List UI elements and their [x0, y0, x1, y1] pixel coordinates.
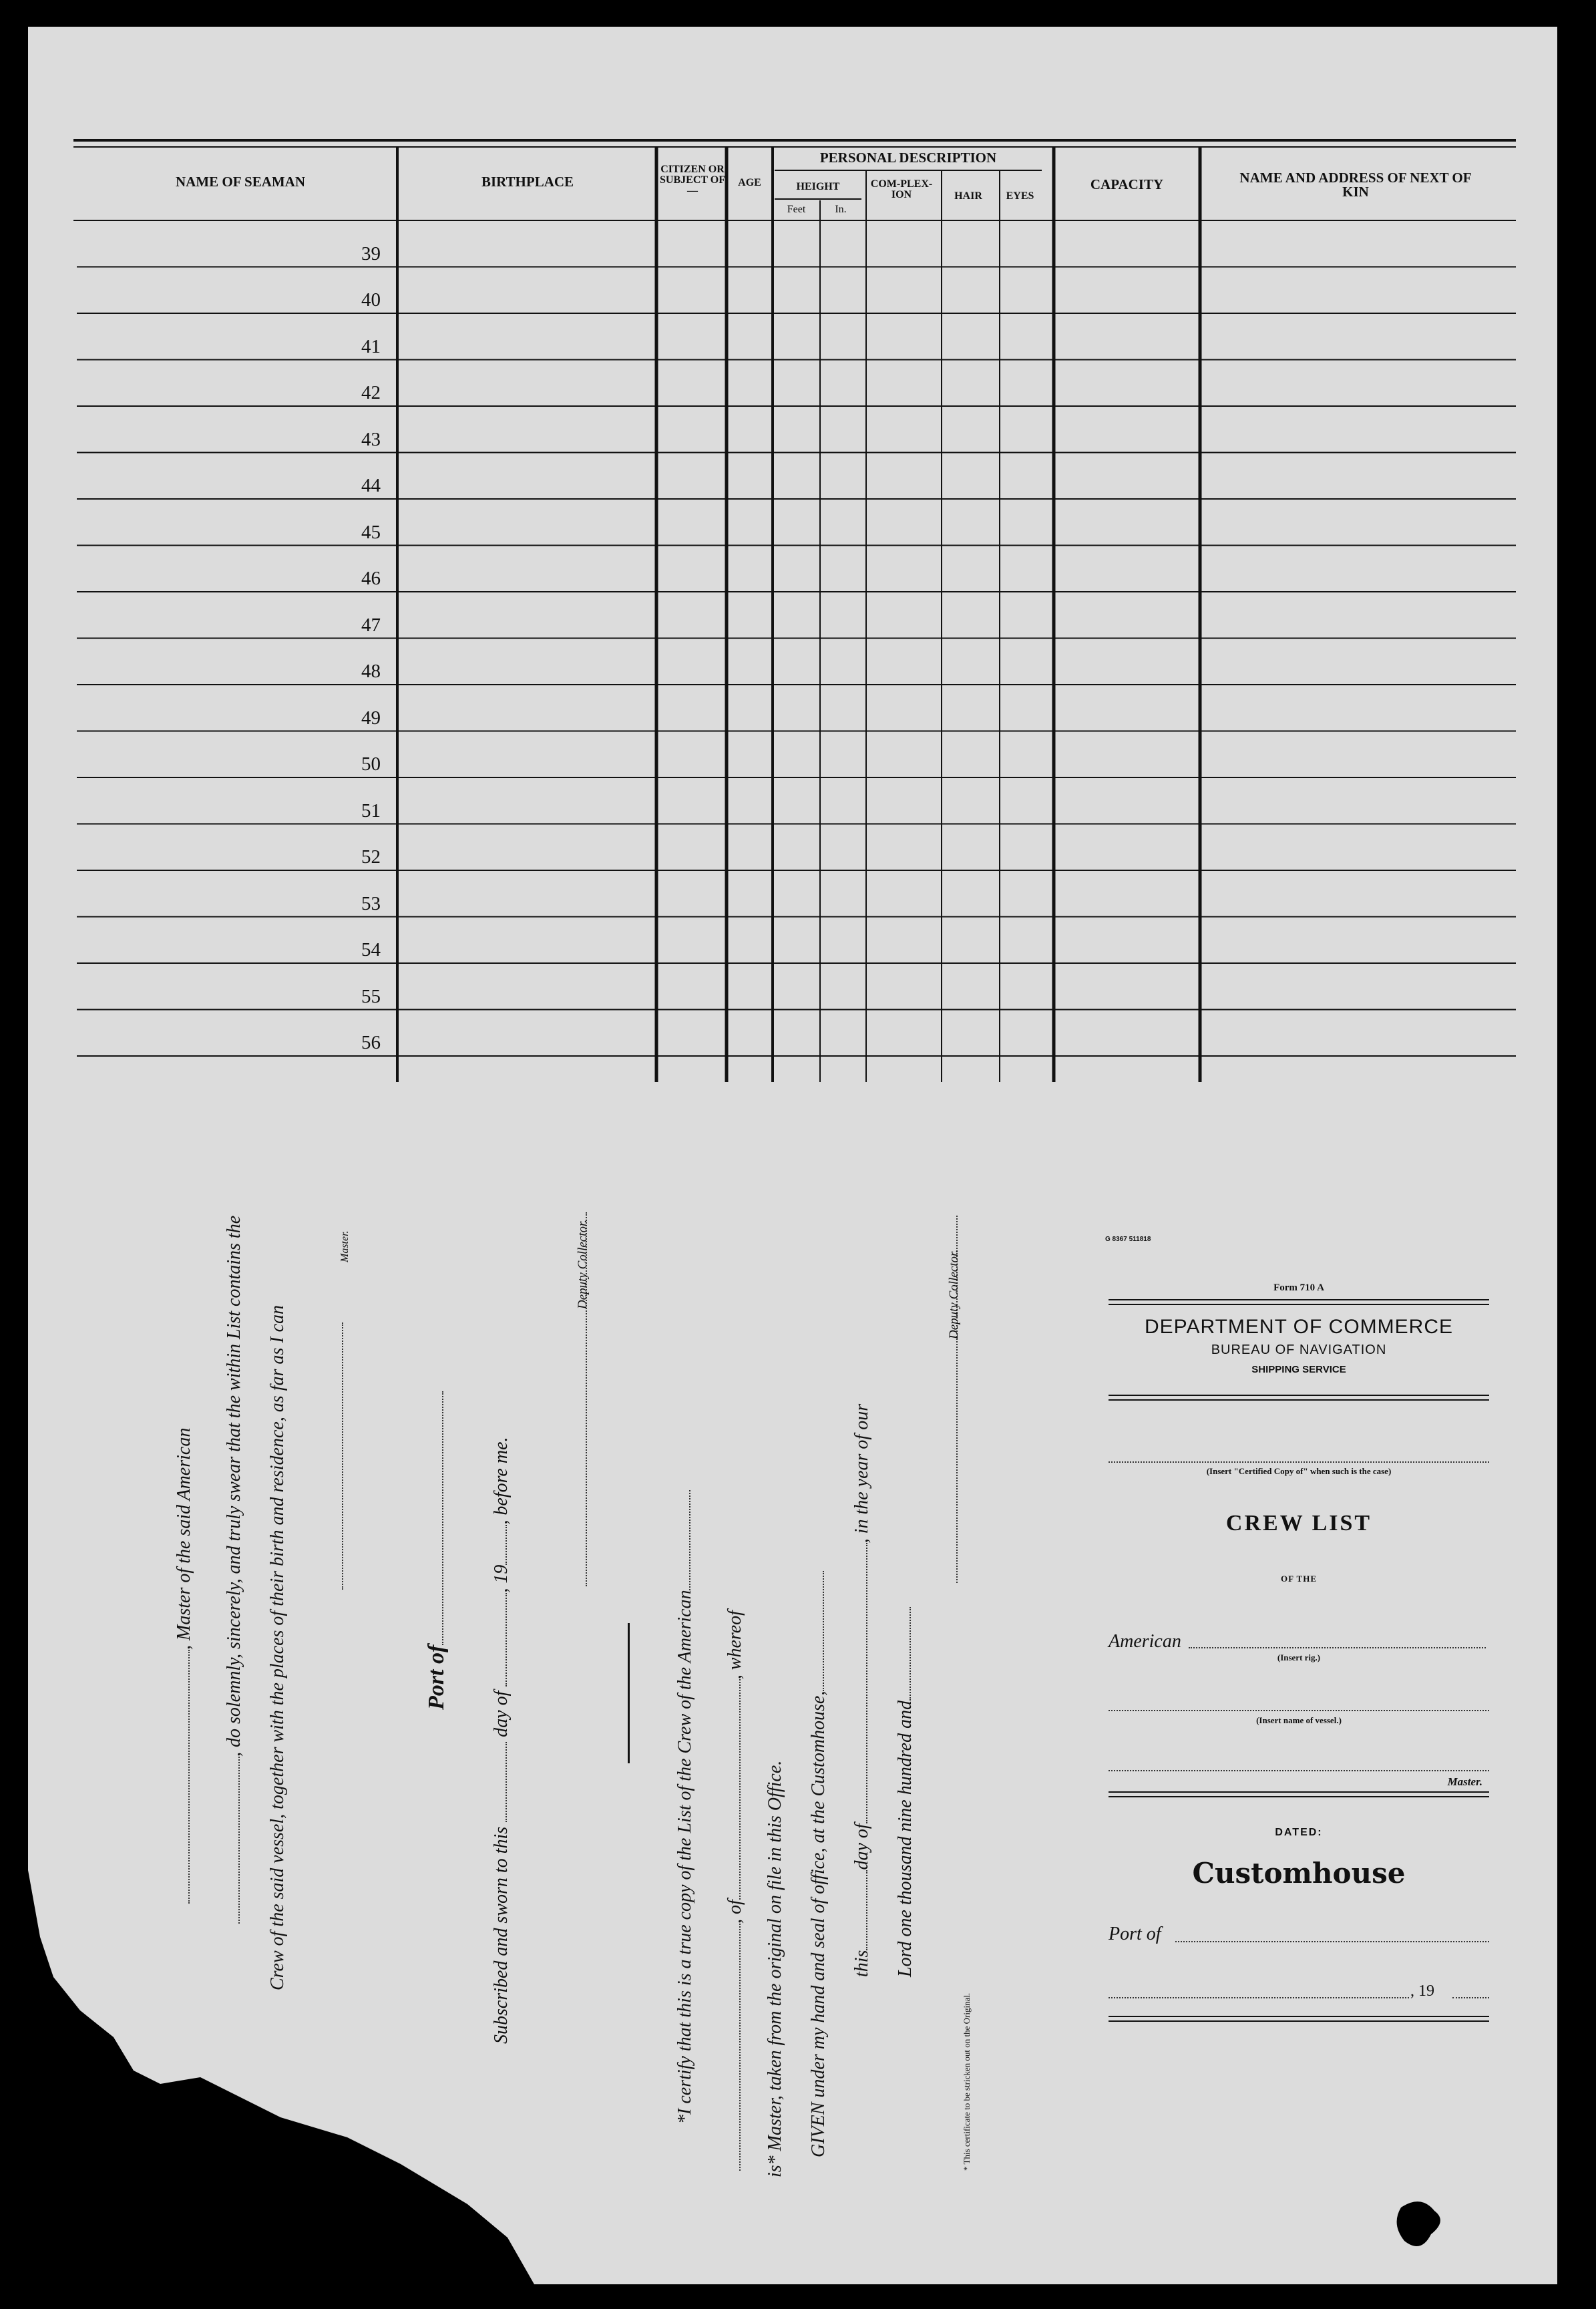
header-feet: Feet: [787, 204, 806, 215]
header-birthplace: BIRTHPLACE: [481, 174, 574, 190]
cover-master-label: Master.: [1447, 1775, 1482, 1788]
oath-line-1: [174, 1428, 195, 1904]
row-number: 48: [361, 661, 381, 682]
master-name-blank[interactable]: [188, 1650, 190, 1904]
row-number: 41: [361, 335, 381, 357]
header-capacity: CAPACITY: [1090, 176, 1164, 192]
crew-list-title: CREW LIST: [1225, 1511, 1372, 1536]
dated-label: DATED:: [1275, 1827, 1323, 1838]
lord-text: Lord one thousand nine hundred and: [895, 1700, 916, 1977]
port-of-blank[interactable]: [442, 1391, 443, 1645]
bureau-title: BUREAU OF NAVIGATION: [1211, 1343, 1387, 1357]
cover-port-blank[interactable]: [1175, 1941, 1489, 1942]
header-height: HEIGHT: [796, 181, 840, 192]
port-blank[interactable]: [739, 1679, 741, 1900]
department-title: DEPARTMENT OF COMMERCE: [1144, 1316, 1454, 1338]
year-of-our-text: , in the year of our: [851, 1403, 872, 1544]
row-number: 49: [361, 707, 381, 729]
header-age: AGE: [738, 177, 761, 188]
row-number: 44: [361, 475, 381, 496]
cover-port-of-label: Port of: [1109, 1924, 1161, 1944]
row-number: 45: [361, 521, 381, 543]
master-signature-blank[interactable]: [342, 1322, 343, 1590]
oath-line-2-text: , do solemnly, sincerely, and truly swear that the within List contains the: [224, 1215, 244, 1757]
cert-day-of-text: day of: [851, 1823, 872, 1870]
row-number: 42: [361, 382, 381, 403]
vessel-name-line[interactable]: [1109, 1710, 1489, 1711]
header-eyes: EYES: [1006, 190, 1034, 202]
port-of-label: Port of: [424, 1644, 449, 1710]
cover-date-blank[interactable]: [1109, 1997, 1409, 1998]
certificate-line-6: [895, 1607, 916, 1977]
insert-certified-note: (Insert "Certified Copy of" when such is the case): [1206, 1466, 1392, 1476]
certificate-line-1: [674, 1490, 696, 2124]
row-number: 39: [361, 242, 381, 264]
certified-copy-blank[interactable]: [1109, 1461, 1489, 1463]
header-hair: HAIR: [954, 190, 982, 202]
oath-line-3: Crew of the said vessel, together with the places of their birth and residence, as far as I can: [267, 1304, 288, 1990]
cover-rule-3: [1109, 1791, 1489, 1797]
year-blank[interactable]: [506, 1525, 507, 1565]
master-signature-line: [327, 1322, 349, 1590]
master-sign-blank[interactable]: [238, 1757, 240, 1924]
cover-year-prefix: , 19: [1410, 1982, 1434, 2000]
master-name-line[interactable]: [1109, 1770, 1489, 1771]
month-blank[interactable]: [506, 1593, 507, 1686]
row-number: 46: [361, 568, 381, 589]
header-inches: In.: [835, 204, 847, 215]
certificate-line-1-text: *I certify that this is a true copy of the List of the Crew of the American: [674, 1590, 695, 2124]
customhouse-title: Customhouse: [1192, 1857, 1406, 1890]
divider-rule: [628, 1623, 630, 1763]
whereof-text: , whereof: [725, 1610, 745, 1680]
certificate-line-4-text: GIVEN under my hand and seal of office, at the Customhouse,: [808, 1691, 829, 2157]
cover-rule-bottom: [1109, 2016, 1489, 2022]
row-number: 53: [361, 892, 381, 914]
row-number: 51: [361, 800, 381, 822]
oath-deputy-collector: Deputy Collector.: [576, 1219, 590, 1309]
certificate-line-2: [725, 1610, 746, 2171]
ink-blot: [1397, 2201, 1440, 2246]
insert-rig-note: (Insert rig.): [1277, 1652, 1321, 1662]
form-number: Form 710 A: [1273, 1282, 1324, 1293]
cover-rule-2: [1109, 1395, 1489, 1401]
row-number: 40: [361, 289, 381, 311]
header-name-of-seaman: NAME OF SEAMAN: [175, 174, 306, 190]
cover-year-blank[interactable]: [1452, 1997, 1489, 1998]
certificate-line-3: is* Master, taken from the original on file in this Office.: [765, 1760, 785, 2177]
cert-year-blank[interactable]: [910, 1607, 911, 1701]
oath-line-1-text: , Master of the said American: [174, 1427, 194, 1650]
subscribed-line: [491, 1437, 512, 2045]
cert-deputy-collector: Deputy Collector.: [947, 1249, 961, 1339]
subscribed-text: Subscribed and sworn to this: [491, 1826, 512, 2044]
header-personal-description: PERSONAL DESCRIPTION: [819, 150, 997, 166]
certificate-line-5: [851, 1404, 873, 1977]
day-of-text: day of: [491, 1691, 512, 1737]
row-number: 56: [361, 1032, 381, 1053]
certificate-footnote: * This certificate to be stricken out on the Original.: [962, 1992, 972, 2171]
day-blank[interactable]: [506, 1742, 507, 1822]
cover-rule-top: [1109, 1299, 1489, 1305]
header-complexion: COM-PLEX-ION: [870, 178, 933, 200]
certificate-line-4: [808, 1571, 829, 2157]
american-label: American: [1109, 1631, 1181, 1652]
customhouse-blank[interactable]: [823, 1571, 824, 1691]
row-number: 54: [361, 939, 381, 960]
master-label: Master.: [339, 1230, 351, 1262]
row-number: 43: [361, 428, 381, 450]
row-number: 50: [361, 753, 381, 775]
row-number: 47: [361, 614, 381, 636]
of-the-text: OF THE: [1280, 1574, 1318, 1584]
service-title: SHIPPING SERVICE: [1251, 1364, 1346, 1375]
vessel-blank[interactable]: [739, 1924, 741, 2171]
cert-month-blank[interactable]: [866, 1543, 867, 1823]
of-text: , of: [725, 1900, 745, 1924]
cert-day-blank[interactable]: [866, 1870, 867, 1950]
oath-line-2: [224, 1216, 245, 1924]
vessel-name-blank[interactable]: [689, 1490, 690, 1590]
oath-port-of: [424, 1391, 449, 1710]
rig-blank[interactable]: [1189, 1647, 1486, 1648]
header-citizen: CITIZEN OR SUBJECT OF—: [660, 164, 725, 196]
print-code: G 8367 511818: [1105, 1236, 1151, 1243]
insert-name-note: (Insert name of vessel.): [1256, 1715, 1342, 1725]
header-next-of-kin: NAME AND ADDRESS OF NEXT OF KIN: [1239, 170, 1472, 200]
this-text: this: [851, 1950, 872, 1977]
row-number: 55: [361, 985, 381, 1007]
row-number: 52: [361, 846, 381, 868]
before-me-text: , before me.: [491, 1437, 512, 1525]
year-prefix: , 19: [491, 1564, 512, 1593]
